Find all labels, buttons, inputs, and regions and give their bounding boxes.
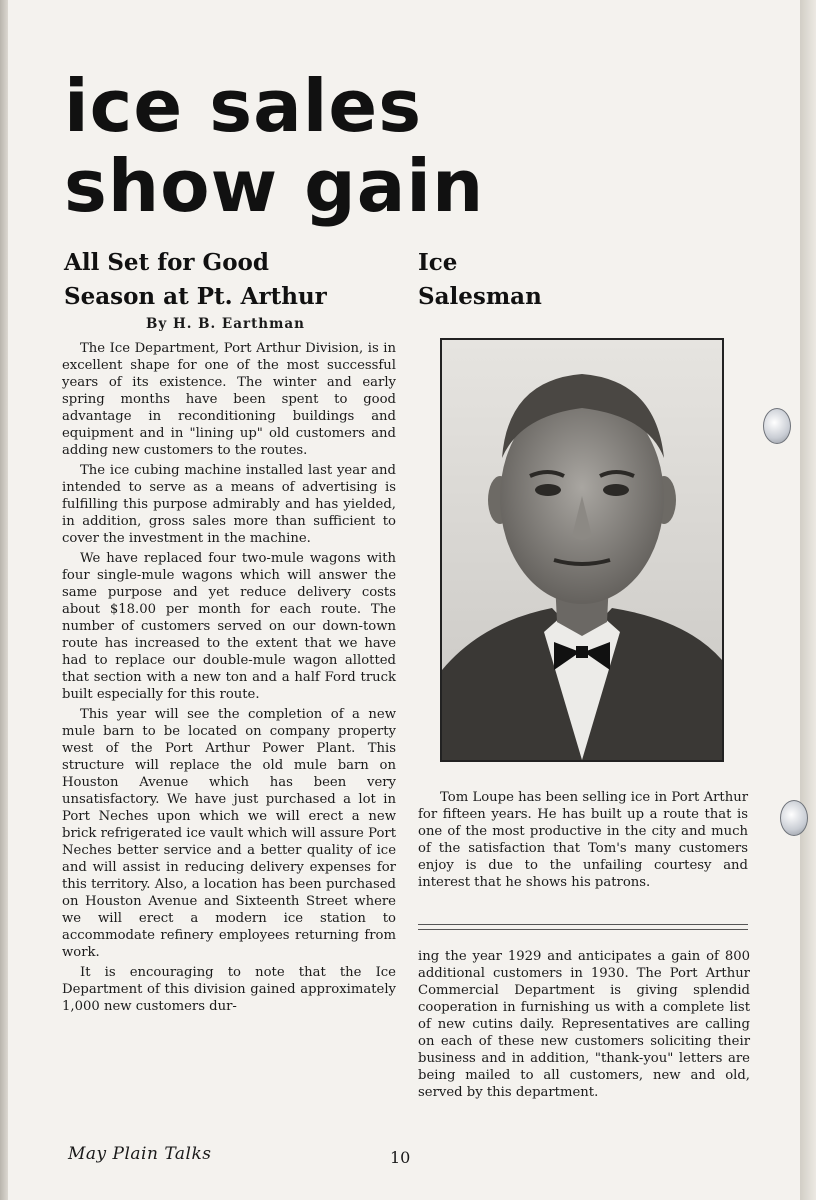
right-subhead bbox=[418, 246, 542, 314]
paragraph-1: The Ice Department, Port Arthur Division, is in excellent shape for one of the most successful years of its existence. The winter and early spring months have been spent to good advantage in reconditioning buildings and equipment and in "lining up" old customers and adding new customers to the routes. bbox=[62, 341, 396, 458]
left-article-column bbox=[62, 340, 396, 1018]
paragraph-4: This year will see the completion of a new mule barn to be located on company property west of the Port Arthur Power Plant. This structure will replace the old mule barn on Houston Avenue which has been very unsatisfactory. We have just purchased a lot in Port Neches upon which we will erect a new brick refrigerated ice vault which will assure Port Neches better service and a better quality of ice and will assist in reducing delivery expenses for this territory. Also, a location has been purchased on Houston Avenue and Sixteenth Street where we will erect a modern ice station to accommodate refinery employees returning from work. bbox=[62, 707, 396, 960]
byline: By H. B. Earthman bbox=[146, 316, 305, 332]
headline-line-1: ice sales bbox=[64, 64, 423, 148]
right-subhead-line-2: Salesman bbox=[418, 283, 542, 310]
paragraph-5: It is encouraging to note that the Ice Department of this division gained approximately 1,000 new customers dur- bbox=[62, 965, 396, 1014]
portrait-image bbox=[442, 340, 722, 760]
divider-rule-bottom bbox=[418, 929, 748, 930]
left-subhead bbox=[64, 246, 327, 314]
right-subhead-line-1: Ice bbox=[418, 249, 458, 276]
paragraph-3: We have replaced four two-mule wagons with four single-mule wagons which will answer the same purpose and yet reduce delivery costs about $18.00 per month for each route. The number of customers served on our down-town route has increased to the extent that we have had to replace our double-mule wagon allotted that section with a new ton and a half Ford truck built especially for this route. bbox=[62, 551, 396, 702]
binder-hole-top bbox=[763, 408, 791, 444]
publication-title: May Plain Talks bbox=[68, 1144, 212, 1164]
left-subhead-line-2: Season at Pt. Arthur bbox=[64, 283, 327, 310]
next-page-edge bbox=[800, 0, 816, 1200]
photo-caption: Tom Loupe has been selling ice in Port Arthur for fifteen years. He has built up a route that is one of the most productive in the city and much of the satisfaction that Tom's many customers enjoy is due to the unfailing courtesy and interest that he shows his patrons. bbox=[418, 790, 748, 890]
headline-line-2: show gain bbox=[64, 144, 485, 228]
page-binding bbox=[0, 0, 8, 1200]
page-number: 10 bbox=[390, 1148, 411, 1167]
paragraph-2: The ice cubing machine installed last year and intended to serve as a means of advertising is fulfilling this purpose admirably and has yielded, in addition, gross sales more than sufficient to cover the investment in the machine. bbox=[62, 463, 396, 546]
headline bbox=[64, 66, 484, 226]
divider-rule-top bbox=[418, 924, 748, 925]
right-article-column: ing the year 1929 and anticipates a gain of 800 additional customers in 1930. The Port Arthur Commercial Department is giving splendid cooperation in furnishing us with a complete list of new cutins daily. Representatives are calling on each of these new customers soliciting their business and in addition, "thank-you" letters are being mailed to all customers, new and old, served by this department. bbox=[418, 949, 750, 1100]
binder-hole-bottom bbox=[780, 800, 808, 836]
left-subhead-line-1: All Set for Good bbox=[64, 249, 269, 276]
portrait-photo bbox=[440, 338, 724, 762]
